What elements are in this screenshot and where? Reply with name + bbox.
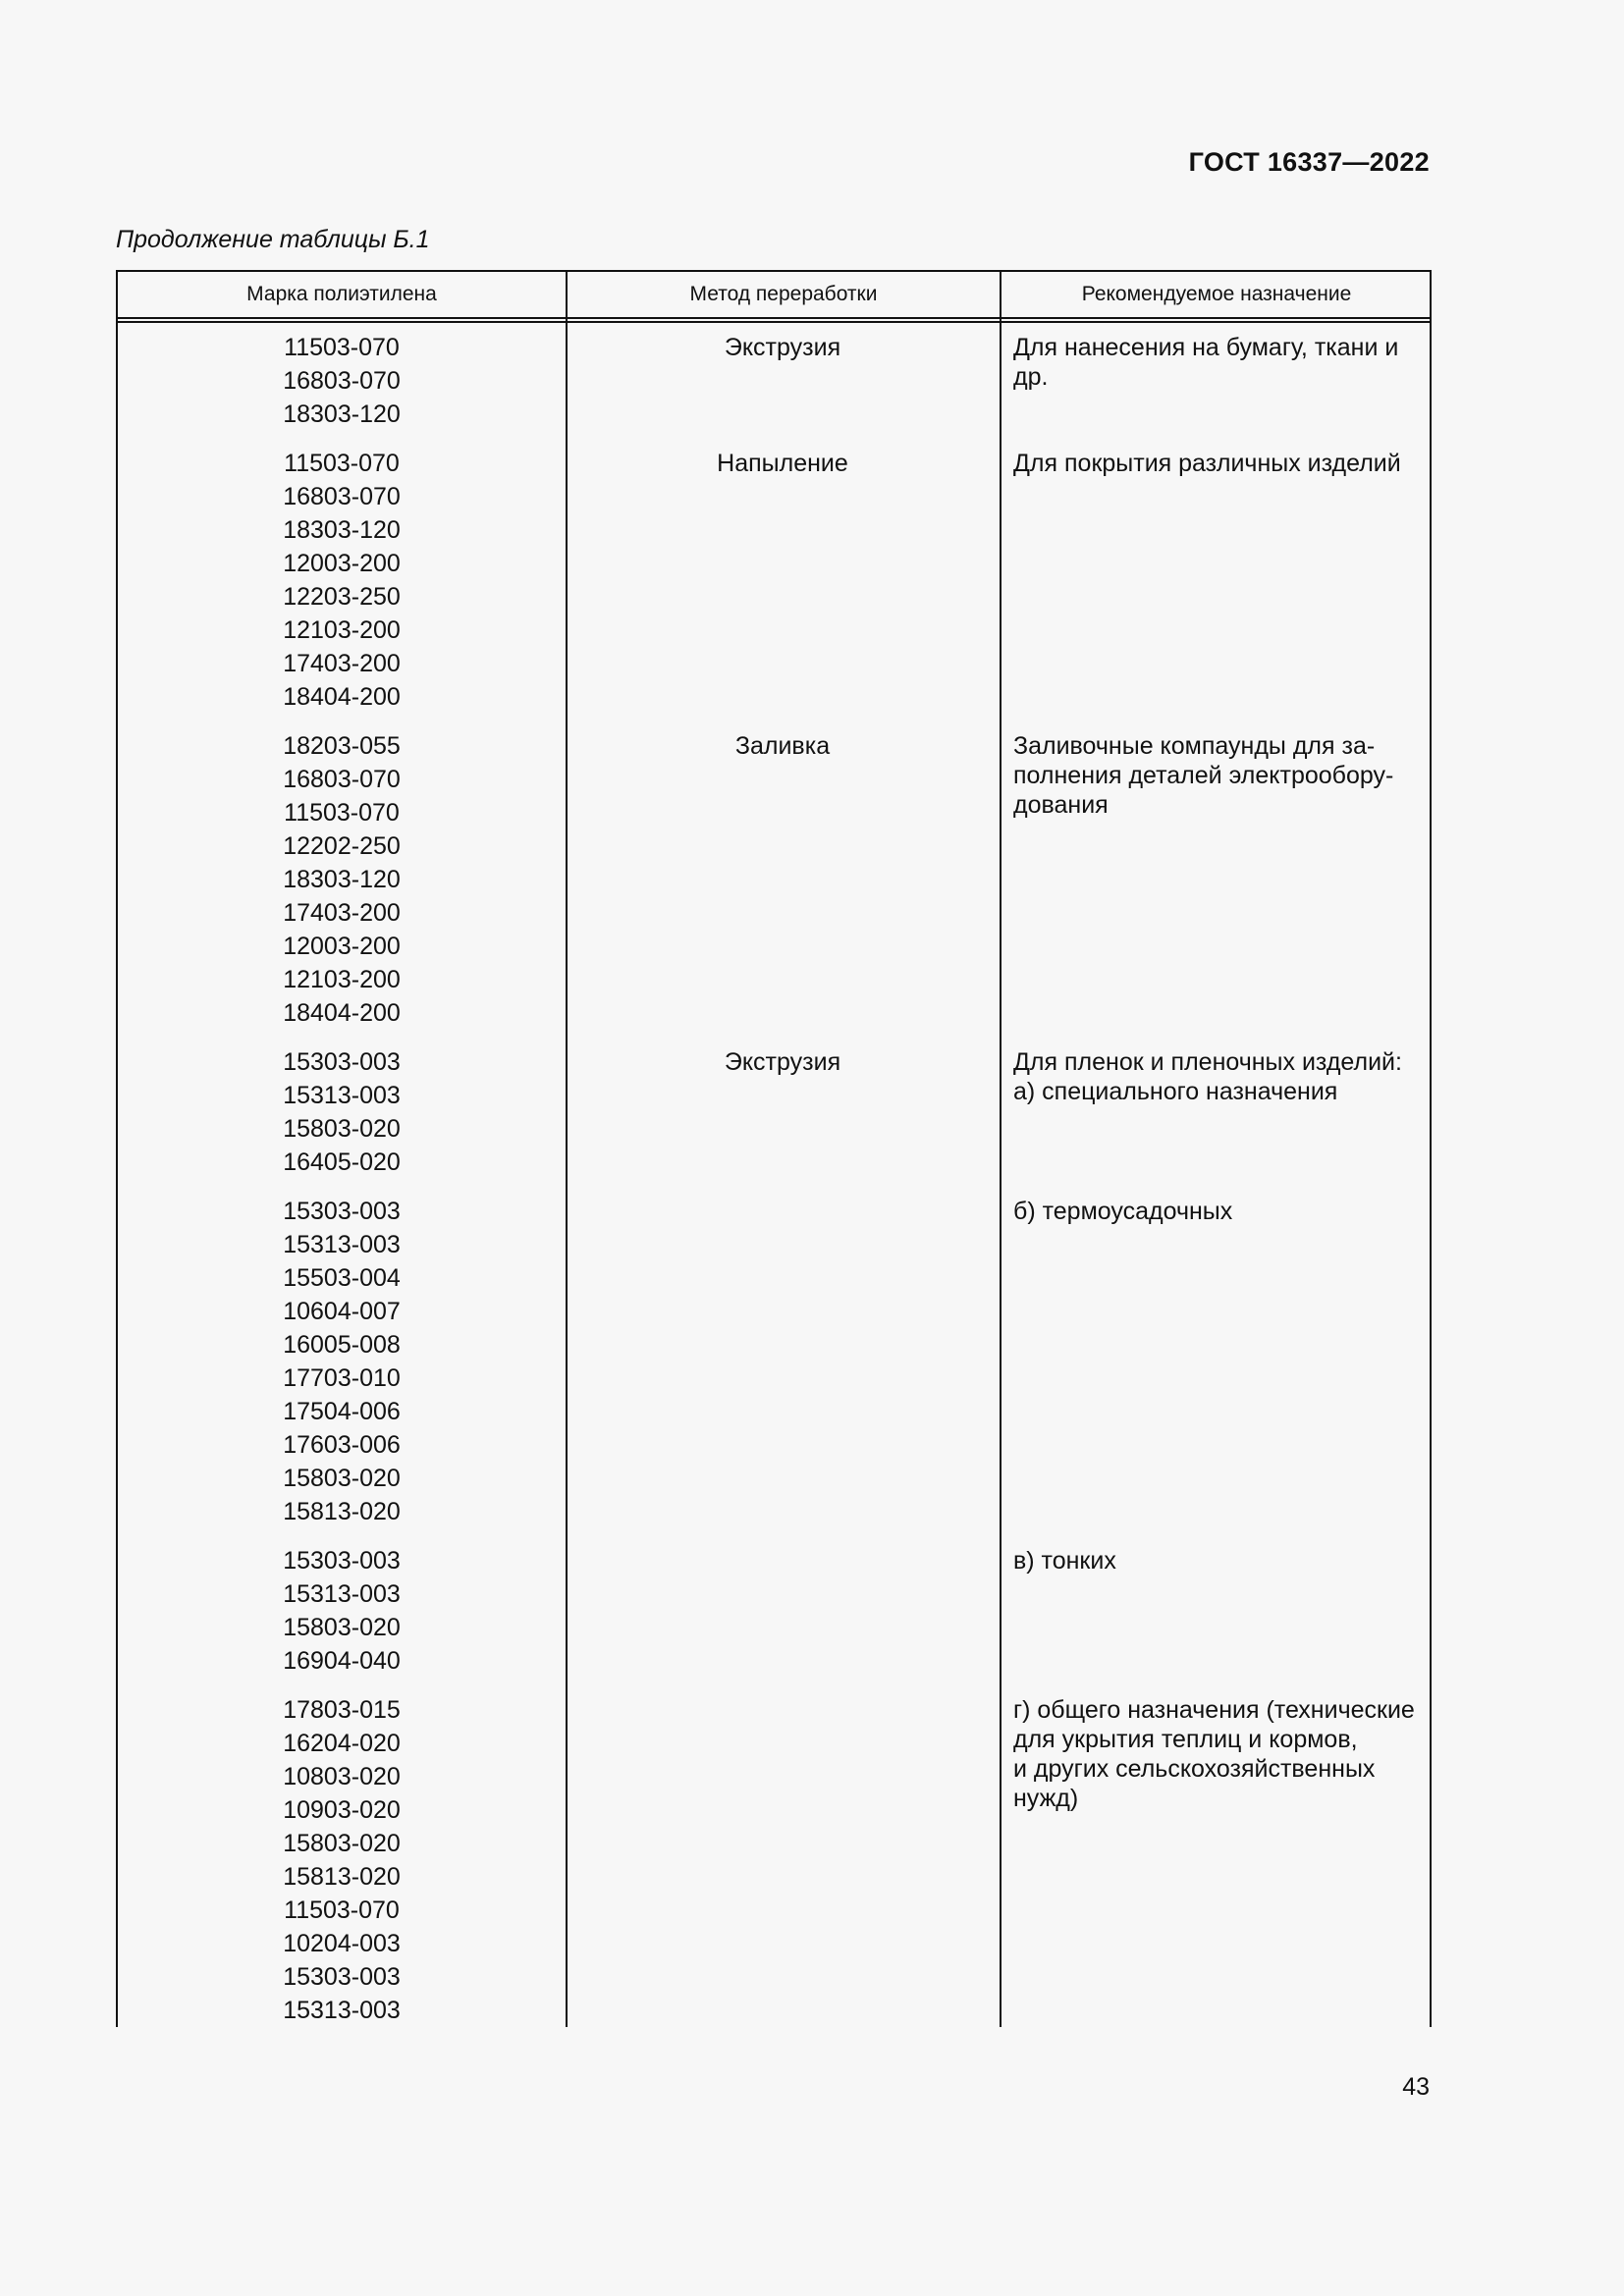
method-cell [566,729,1000,1030]
table-row [118,447,1430,714]
grade-value: 15803-020 [283,1614,401,1641]
purpose-line: для укрытия теплиц и кормов, [1013,1726,1358,1753]
grade-value: 11503-070 [284,1896,400,1924]
purpose-line: полнения деталей электрообору- [1013,762,1394,789]
column-header-grade: Марка полиэтилена [246,283,437,305]
grade-value: 18303-120 [283,516,401,544]
grade-value: 16005-008 [283,1331,401,1359]
grade-cell [118,447,566,714]
purpose-cell [1000,1045,1430,1179]
grade-value: 17703-010 [283,1364,401,1392]
purpose-cell [1000,1693,1430,2027]
grade-value: 12003-200 [283,550,401,577]
grade-value: 12003-200 [283,933,401,960]
grade-value: 16803-070 [283,766,401,793]
grade-value: 15313-003 [283,1082,401,1109]
grade-value: 12202-250 [283,832,401,860]
purpose-cell [1000,447,1430,714]
purpose-cell [1000,1195,1430,1528]
grade-value: 18404-200 [283,683,401,711]
grade-value: 17603-006 [283,1431,401,1459]
grade-value: 15803-020 [283,1830,401,1857]
column-header-purpose: Рекомендуемое назначение [1081,283,1352,305]
column-header-method: Метод переработки [689,283,878,305]
purpose-line: и других сельскохозяйственных [1013,1755,1376,1783]
grade-cell [118,1693,566,2027]
table-caption: Продолжение таблицы Б.1 [116,226,430,253]
grade-value: 17403-200 [283,899,401,927]
grade-value: 10204-003 [283,1930,401,1957]
purpose-line: др. [1013,363,1049,391]
grade-value: 15303-003 [283,1963,401,1991]
grade-value: 15503-004 [283,1264,401,1292]
purpose-line: Для пленок и пленочных изделий: [1013,1048,1402,1076]
purpose-line: дования [1013,791,1109,819]
grades-table [116,270,1432,2027]
purpose-line: Для нанесения на бумагу, ткани и [1013,334,1399,361]
grade-value: 16803-070 [283,483,401,510]
grade-value: 16405-020 [283,1148,401,1176]
grade-value: 17403-200 [283,650,401,677]
grade-cell [118,1544,566,1678]
grade-value: 16904-040 [283,1647,401,1675]
method-cell [566,1045,1000,1179]
header-rule [118,321,1430,323]
table-row [118,1045,1430,1179]
method-value: Экструзия [724,1048,841,1076]
grade-value: 15803-020 [283,1465,401,1492]
grade-value: 18303-120 [283,866,401,893]
grade-value: 18404-200 [283,999,401,1027]
grade-value: 15303-003 [283,1048,401,1076]
grade-cell [118,331,566,431]
purpose-cell [1000,1544,1430,1678]
grade-value: 11503-070 [284,450,400,477]
grade-cell [118,1195,566,1528]
grade-value: 15313-003 [283,1231,401,1258]
grade-value: 12203-250 [283,583,401,611]
grade-value: 15303-003 [283,1547,401,1575]
grade-value: 15803-020 [283,1115,401,1143]
purpose-line: Для покрытия различных изделий [1013,450,1401,477]
grade-value: 10903-020 [283,1796,401,1824]
method-cell [566,1195,1000,1528]
purpose-line: б) термоусадочных [1013,1198,1233,1225]
grade-value: 10604-007 [283,1298,401,1325]
method-cell [566,1544,1000,1678]
grade-cell [118,729,566,1030]
table-row [118,1544,1430,1678]
purpose-cell [1000,331,1430,431]
method-cell [566,1693,1000,2027]
grade-value: 11503-070 [284,334,400,361]
header-rule [118,317,1430,319]
grade-value: 15313-003 [283,1580,401,1608]
grade-value: 15813-020 [283,1498,401,1525]
table-row [118,1195,1430,1528]
method-value: Экструзия [724,334,841,361]
method-cell [566,447,1000,714]
grade-value: 12103-200 [283,616,401,644]
grade-value: 12103-200 [283,966,401,993]
grade-value: 17803-015 [283,1696,401,1724]
purpose-cell [1000,729,1430,1030]
method-value: Заливка [734,732,831,760]
grade-cell [118,1045,566,1179]
grade-value: 17504-006 [283,1398,401,1425]
purpose-line: Заливочные компаунды для за- [1013,732,1376,760]
method-cell [566,331,1000,431]
grade-value: 11503-070 [284,799,400,827]
grade-value: 18203-055 [283,732,401,760]
purpose-line: а) специального назначения [1013,1078,1338,1105]
page-number: 43 [1402,2073,1430,2101]
purpose-line: в) тонких [1013,1547,1116,1575]
grade-value: 18303-120 [283,400,401,428]
purpose-line: г) общего назначения (технические [1013,1696,1415,1724]
method-value: Напыление [717,450,848,477]
document-code: ГОСТ 16337—2022 [1188,147,1430,177]
grade-value: 15813-020 [283,1863,401,1891]
table-row [118,331,1430,431]
table-row [118,729,1430,1030]
table-body [118,331,1430,2043]
grade-value: 15303-003 [283,1198,401,1225]
grade-value: 10803-020 [283,1763,401,1790]
table-row [118,1693,1430,2027]
purpose-line: нужд) [1013,1785,1079,1812]
grade-value: 15313-003 [283,1997,401,2024]
grade-value: 16204-020 [283,1730,401,1757]
grade-value: 16803-070 [283,367,401,395]
